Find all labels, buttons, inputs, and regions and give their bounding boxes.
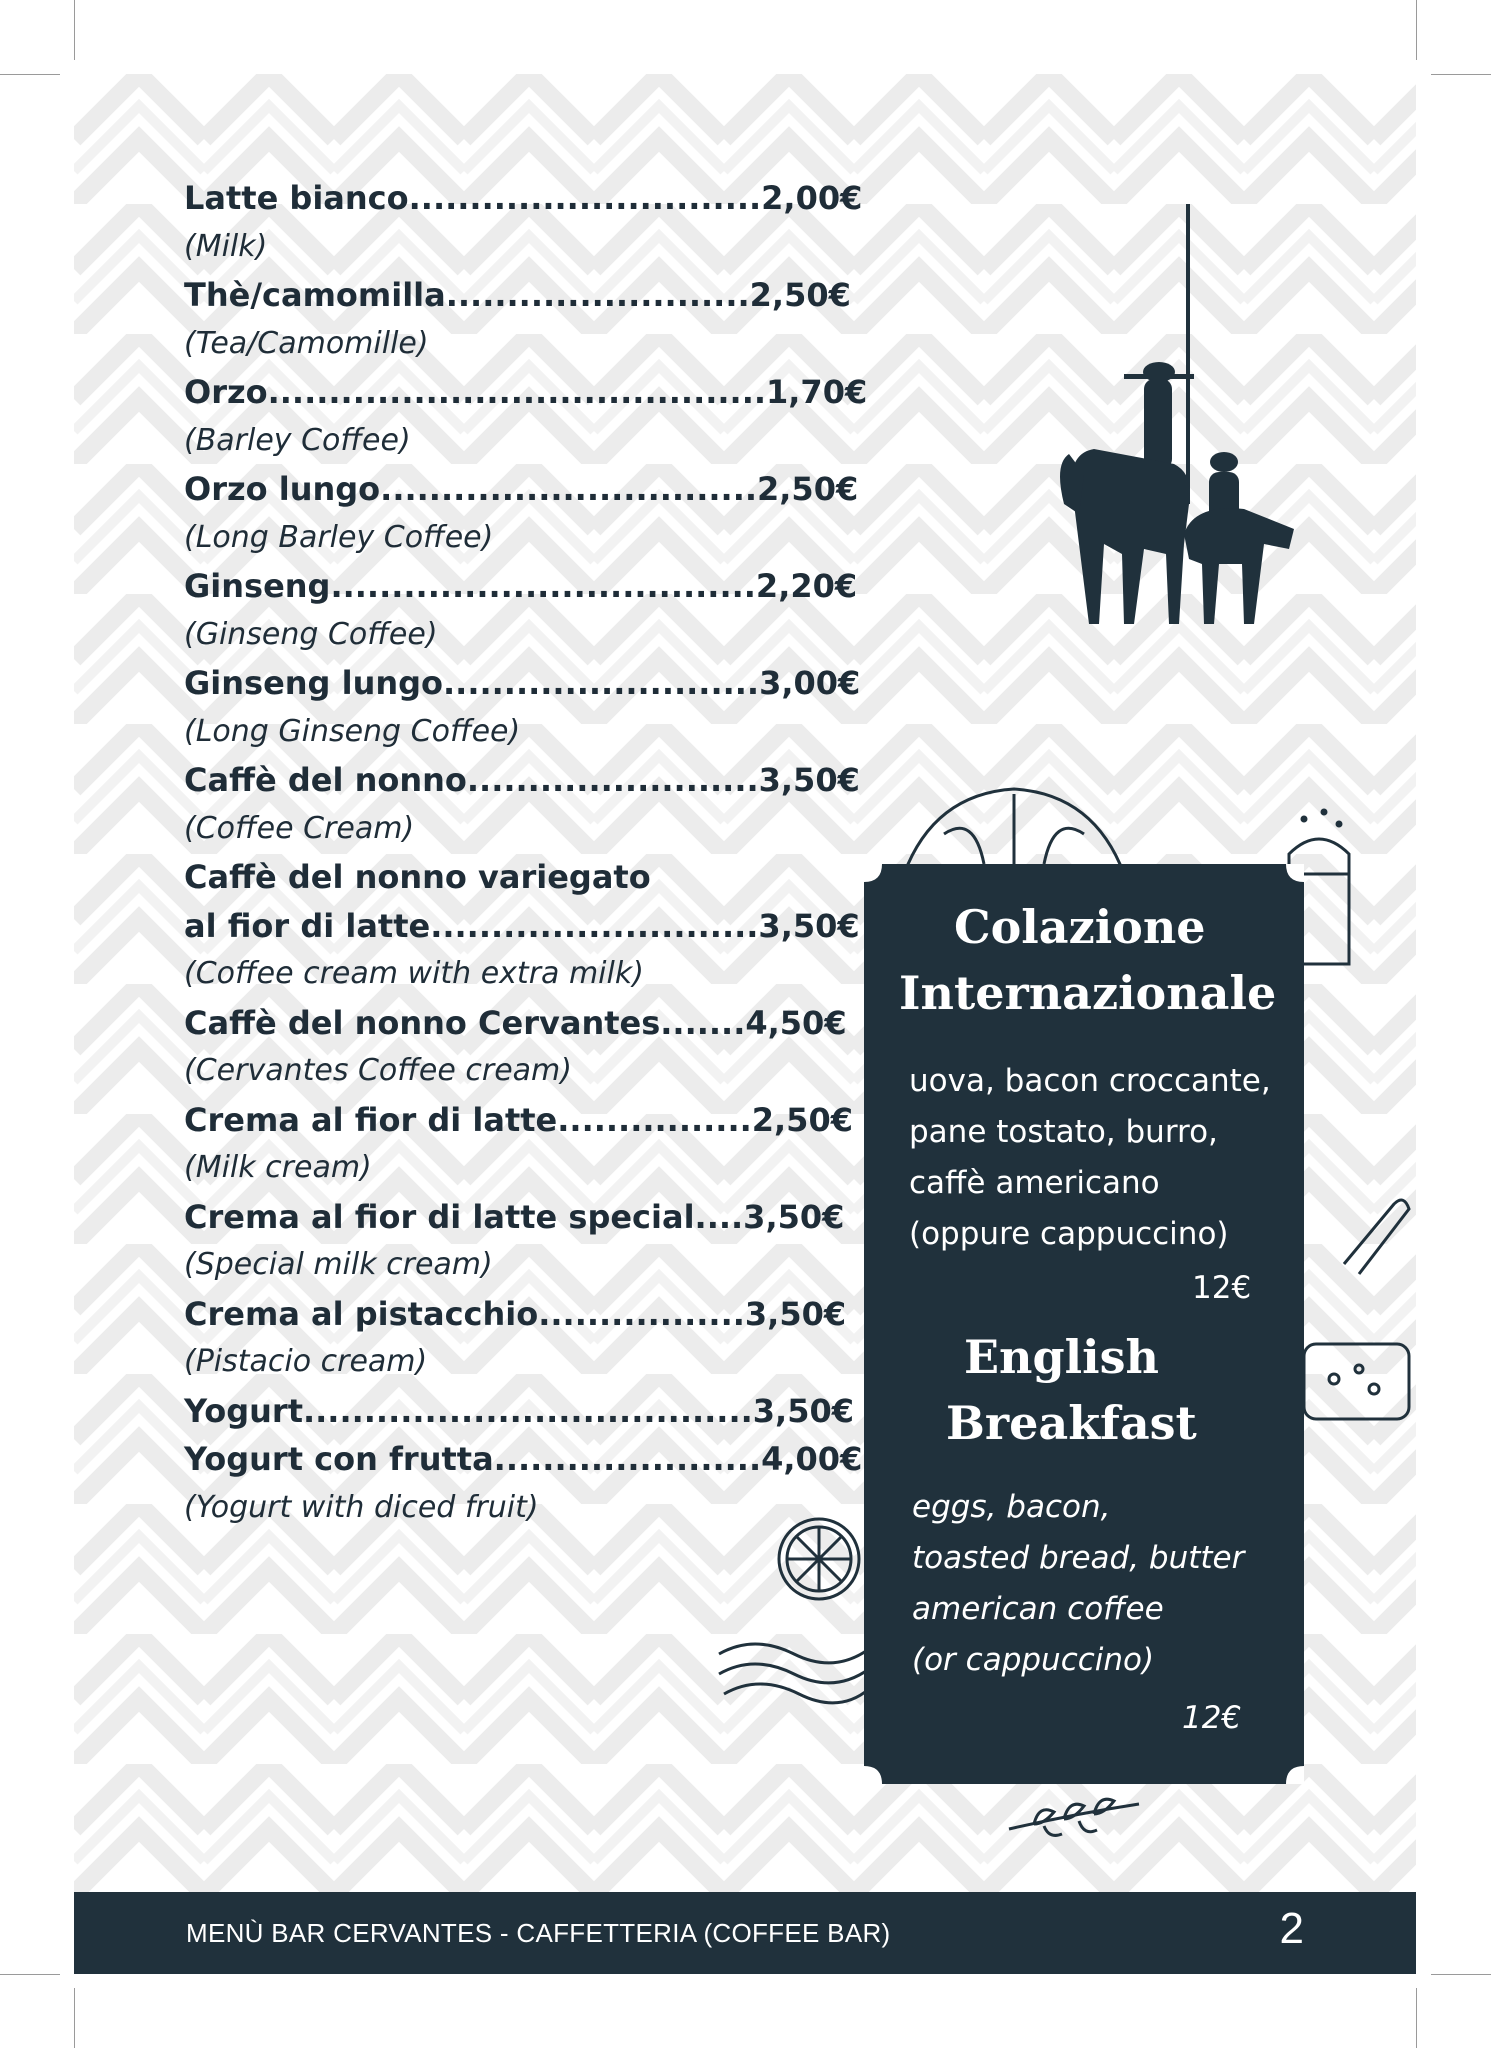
english-title-line1: English [964, 1330, 1159, 1384]
menu-item-caffe-del-nonno-variegato: al fior di latte...........................3,50€ [184, 906, 860, 945]
crop-mark [1431, 1974, 1491, 1975]
menu-item-caffe-del-nonno: Caffè del nonno........................3,50€ [184, 761, 860, 799]
menu-item-translation: (Special milk cream) [184, 1247, 493, 1282]
breakfast-panel [864, 864, 1304, 1784]
menu-item-crema-pistacchio: Crema al pistacchio.................3,50€ [184, 1294, 847, 1333]
menu-item-translation: (Tea/Camomille) [184, 325, 429, 361]
crop-mark [1416, 1988, 1417, 2048]
menu-item-orzo: Orzo.........................................1,70€ [184, 373, 868, 411]
english-line: eggs, bacon, [912, 1489, 1111, 1525]
international-price: 12€ [1192, 1270, 1252, 1306]
menu-item-yogurt-con-frutta: Yogurt con frutta......................4,00€ [184, 1440, 863, 1478]
footer-bar [74, 1892, 1416, 1974]
menu-item-translation: (Coffee cream with extra milk) [184, 956, 644, 991]
crop-mark [0, 74, 60, 75]
menu-item-translation: (Ginseng Coffee) [184, 616, 438, 652]
english-title-line2: Breakfast [946, 1396, 1197, 1450]
crop-mark [1416, 0, 1417, 60]
menu-item-translation: (Long Ginseng Coffee) [184, 713, 521, 749]
drinks-menu [184, 174, 904, 1532]
menu-item-translation: (Cervantes Coffee cream) [184, 1053, 572, 1088]
international-title-line2: Internazionale [899, 966, 1277, 1020]
menu-item-translation: (Pistacio cream) [184, 1344, 428, 1379]
international-line: uova, bacon croccante, [909, 1063, 1271, 1099]
menu-item-orzo-lungo: Orzo lungo...............................2,50€ [184, 470, 859, 508]
international-line: pane tostato, burro, [909, 1114, 1218, 1150]
menu-item-translation: (Yogurt with diced fruit) [184, 1489, 539, 1525]
menu-item-ginseng-lungo: Ginseng lungo..........................3,00€ [184, 664, 861, 702]
menu-item-caffe-del-nonno-variegato-line1: Caffè del nonno variegato [184, 858, 651, 896]
bacon-icon [714, 1634, 874, 1714]
don-quixote-silhouette-icon [994, 204, 1294, 844]
menu-item-the-camomilla: Thè/camomilla.........................2,50€ [184, 276, 851, 314]
english-line: (or cappuccino) [912, 1642, 1155, 1678]
menu-item-yogurt: Yogurt.....................................3,50€ [184, 1391, 854, 1430]
menu-item-translation: (Milk) [184, 228, 268, 264]
crop-mark [74, 1988, 75, 2048]
english-price: 12€ [1182, 1700, 1242, 1736]
menu-item-translation: (Long Barley Coffee) [184, 519, 494, 555]
menu-item-ginseng: Ginseng...................................2,20€ [184, 567, 858, 605]
english-line: american coffee [912, 1591, 1164, 1627]
footer-title: MENÙ BAR CERVANTES - CAFFETTERIA (COFFEE BAR) [186, 1918, 891, 1948]
menu-page [74, 74, 1416, 1974]
orange-slice-icon [774, 1514, 864, 1604]
menu-item-latte-bianco: Latte bianco.............................2,00€ [184, 179, 863, 217]
menu-item-translation: (Coffee Cream) [184, 810, 415, 846]
crop-mark [0, 1974, 60, 1975]
international-line: (oppure cappuccino) [909, 1216, 1229, 1252]
crop-mark [1431, 74, 1491, 75]
page-number: 2 [1279, 1904, 1304, 1953]
international-title-line1: Colazione [954, 900, 1206, 954]
menu-item-caffe-del-nonno-cervantes: Caffè del nonno Cervantes.......4,50€ [184, 1003, 847, 1042]
menu-item-translation: (Barley Coffee) [184, 422, 411, 458]
menu-item-crema-fior-di-latte-special: Crema al fior di latte special....3,50€ [184, 1197, 845, 1236]
international-line: caffè americano [909, 1165, 1160, 1201]
herb-sprig-icon [1004, 1784, 1144, 1844]
english-line: toasted bread, butter [912, 1540, 1245, 1576]
menu-item-crema-fior-di-latte: Crema al fior di latte................2,50€ [184, 1100, 853, 1139]
menu-item-translation: (Milk cream) [184, 1150, 372, 1185]
crop-mark [74, 0, 75, 60]
